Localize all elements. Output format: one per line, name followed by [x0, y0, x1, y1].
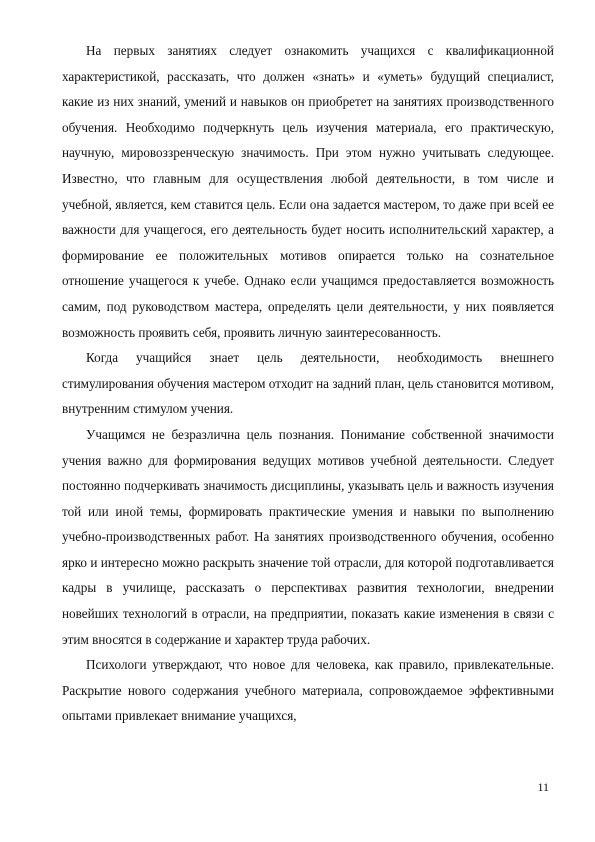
body-text — [62, 38, 554, 729]
paragraph-3: Учащимся не безразлична цель познания. Понимание собственной значимости учения важно для формирования ведущих мотивов учебной деятельности. Следует постоянно подчеркивать значимость дисциплины, указывать цель и важность изучения той или иной темы, формировать практические умения и навыки по выполнению учебно-производственных работ. На занятиях производственного обучения, особенно ярко и интересно можно раскрыть значение той отрасли, для которой подготавливается кадры в училище, рассказать о перспективах развития технологии, внедрении новейших технологий в отрасли, на предприятии, показать какие изменения в связи с этим вносятся в содержание и характер труда рабочих. — [62, 426, 554, 647]
paragraph-4: Психологи утверждают, что новое для человека, как правило, привлекательные. Раскрытие нового содержания учебного материала, сопровождаемое эффективными опытами привлекает внимание учащихся, — [62, 657, 554, 724]
paragraph-2: Когда учащийся знает цель деятельности, необходимость внешнего стимулирования обучения мастером отходит на задний план, цель становится мотивом, внутренним стимулом учения. — [62, 350, 554, 417]
page-number: 11 — [537, 780, 549, 794]
paragraph-1: На первых занятиях следует ознакомить учащихся с квалификационной характеристикой, рассказать, что должен «знать» и «уметь» будущий специалист, какие из них знаний, умений и навыков он приобретет на занятиях производственного обучения. Необходимо подчеркнуть цель изучения материала, его практическую, научную, мировоззренческую значимость. При этом нужно учитывать следующее. Известно, что главным для осуществления любой деятельности, в том числе и учебной, является, кем ставится цель. Если она задается мастером, то даже при всей ее важности для учащегося, его деятельность будет носить исполнительский характер, а формирование ее положительных мотивов опирается только на сознательное отношение учащегося к учебе. Однако если учащимся предоставляется возможность самим, под руководством мастера, определять цели деятельности, у них появляется возможность проявить себя, проявить личную заинтересованность. — [62, 43, 554, 340]
